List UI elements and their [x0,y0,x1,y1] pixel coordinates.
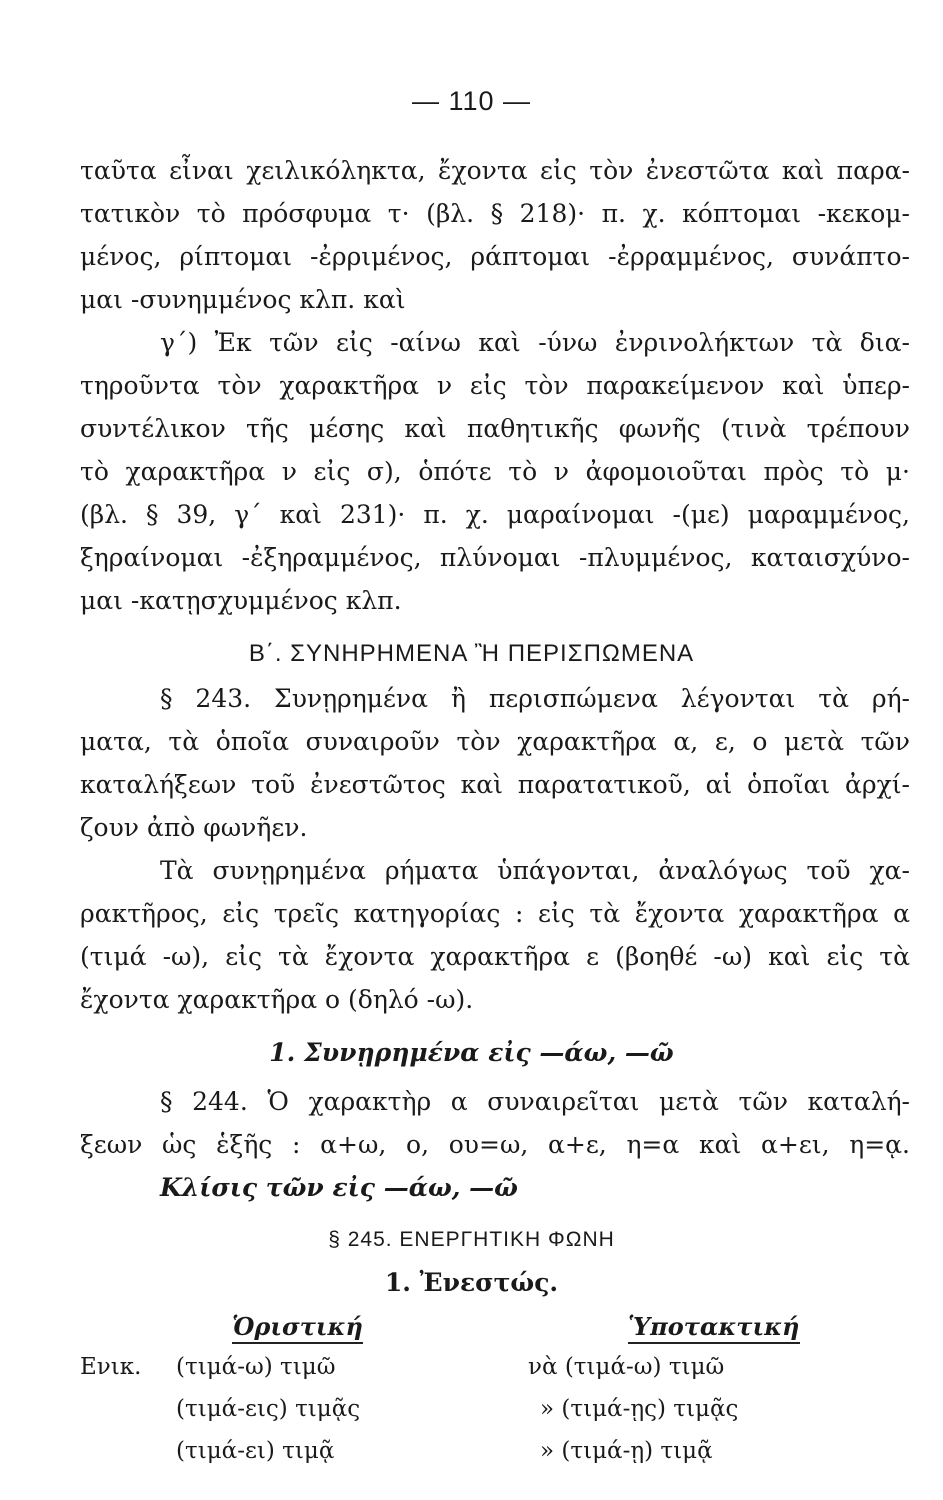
page-number: — 110 — [411,86,532,116]
text-line: τὸ χαρακτῆρα ν εἰς σ), ὁπότε τὸ ν ἀφομοιοῦται πρὸς τὸ μ· [80,457,910,486]
text-line: § 244. Ὁ χαρακτὴρ α συναιρεῖται μετὰ τῶν καταλή- [160,1087,910,1116]
column-header-subjunctive: Ὑποτακτική [628,1312,800,1344]
declension-title: Κλίσις τῶν εἰς —άω, —ῶ [160,1173,518,1202]
text-line: μαι -κατῃσχυμμένος κλπ. [80,586,402,615]
text-line: μαι -συνημμένος κλπ. καὶ [80,285,406,314]
text-line: μένος, ρίπτομαι -ἐρριμένος, ράπτομαι -ἐρραμμένος, συνάπτο- [80,242,910,271]
text-line: τατικὸν τὸ πρόσφυμα τ· (βλ. § 218)· π. χ. κόπτομαι -κεκομ- [80,199,910,228]
indicative-form: (τιμά-ω) τιμῶ [176,1354,336,1380]
text-line: ξεων ὡς ἑξῆς : α+ω, ο, ου=ω, α+ε, η=α καὶ α+ει, η=ᾳ. [80,1130,910,1159]
column-header-indicative: Ὁριστική [232,1312,363,1344]
text-line: συντέλικον τῆς μέσης καὶ παθητικῆς φωνῆς (τινὰ τρέπουν [80,414,910,443]
subjunctive-form: » (τιμά-ῃ) τιμᾷ [540,1438,713,1464]
indicative-form: (τιμά-ει) τιμᾷ [176,1438,335,1464]
text-line: ἔχοντα χαρακτῆρα ο (δηλό -ω). [80,985,474,1014]
text-line: § 243. Συνῃρημένα ἢ περισπώμενα λέγονται τὰ ρή- [160,684,910,713]
subsection-heading: 1. Ἐνεστώς. [384,1268,559,1297]
text-line: ρακτῆρος, εἰς τρεῖς κατηγορίας : εἰς τὰ ἔχοντα χαρακτῆρα α [80,899,910,928]
subjunctive-form: » (τιμά-ῃς) τιμᾷς [540,1396,739,1422]
subjunctive-form: νὰ (τιμά-ω) τιμῶ [528,1354,725,1380]
text-line: ματα, τὰ ὁποῖα συναιροῦν τὸν χαρακτῆρα α, ε, ο μετὰ τῶν [80,727,910,756]
text-line: γ΄) Ἐκ τῶν εἰς -αίνω καὶ -ύνω ἐνρινολήκτων τὰ δια- [160,328,910,357]
text-line: καταλήξεων τοῦ ἐνεστῶτος καὶ παρατατικοῦ, αἱ ὁποῖαι ἀρχί- [80,770,910,799]
indicative-form: (τιμά-εις) τιμᾷς [176,1396,361,1422]
text-line: (τιμά -ω), εἰς τὰ ἔχοντα χαρακτῆρα ε (βοηθέ -ω) καὶ εἰς τὰ [80,942,910,971]
text-line: ξηραίνομαι -ἐξηραμμένος, πλύνομαι -πλυμμένος, καταισχύνο- [80,543,910,572]
section-heading: § 245. ΕΝΕΡΓΗΤΙΚΗ ΦΩΝΗ [328,1228,615,1251]
section-heading: Β΄. ΣΥΝΗΡΗΜΕΝΑ Ἢ ΠΕΡΙΣΠΩΜΕΝΑ [248,640,695,667]
text-line: ταῦτα εἶναι χειλικόληκτα, ἔχοντα εἰς τὸν ἐνεστῶτα καὶ παρα- [80,156,910,185]
text-line: ζουν ἀπὸ φωνῆεν. [80,813,308,842]
number-label: Ενικ. [80,1354,142,1380]
text-line: (βλ. § 39, γ΄ καὶ 231)· π. χ. μαραίνομαι -(με) μαραμμένος, [80,500,910,529]
subsection-heading: 1. Συνῃρημένα εἰς —άω, —ῶ [269,1038,674,1067]
text-line: Τὰ συνῃρημένα ρήματα ὑπάγονται, ἀναλόγως τοῦ χα- [160,856,910,885]
text-line: τηροῦντα τὸν χαρακτῆρα ν εἰς τὸν παρακείμενον καὶ ὑπερ- [80,371,910,400]
